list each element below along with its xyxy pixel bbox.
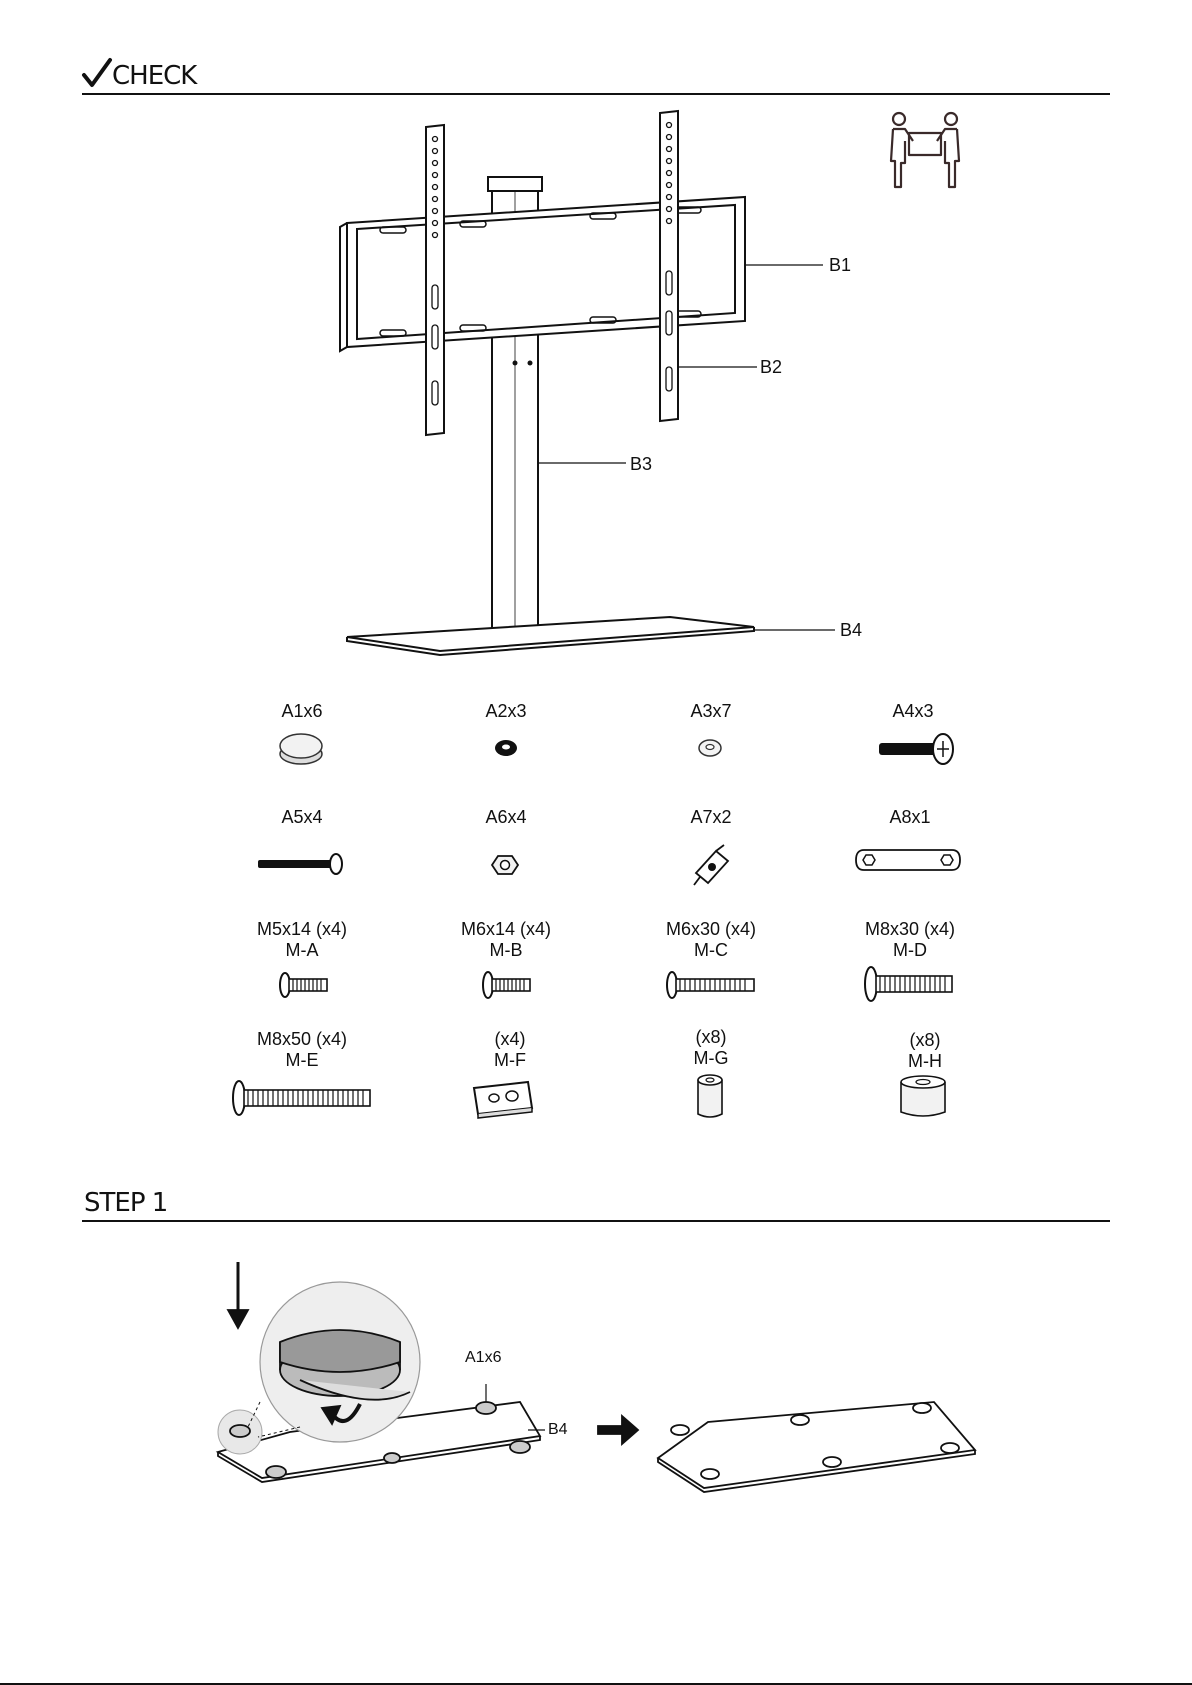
spacer-long-icon xyxy=(896,1072,952,1122)
spacer-short-icon xyxy=(693,1072,727,1122)
hardware-label: A8x1 xyxy=(889,807,931,827)
step1-base-label: B4 xyxy=(548,1421,568,1438)
hardware-label: (x8) M-G xyxy=(693,1027,729,1068)
wall-plug-icon xyxy=(686,843,736,887)
step1-part-label: A1x6 xyxy=(465,1349,502,1366)
hardware-label: A4x3 xyxy=(892,701,934,721)
hardware-label: M5x14 (x4) M-A xyxy=(256,919,348,960)
hardware-label: M6x30 (x4) M-C xyxy=(665,919,757,960)
hardware-label: A5x4 xyxy=(281,807,323,827)
label-b1: B1 xyxy=(829,255,852,275)
checkmark-icon xyxy=(82,58,112,88)
screw-m-a-icon xyxy=(277,970,331,1000)
check-title: CHECK xyxy=(112,61,197,91)
hardware-label: A2x3 xyxy=(485,701,527,721)
rubber-washer-icon xyxy=(491,736,521,760)
hardware-label: A6x4 xyxy=(485,807,527,827)
step1-rule xyxy=(82,1220,1110,1222)
label-b4: B4 xyxy=(840,620,863,640)
step1-illustration xyxy=(210,1262,990,1492)
screw-m-c-icon xyxy=(664,969,758,1001)
hardware-label: A1x6 xyxy=(281,701,323,721)
bolt-a4-icon xyxy=(877,731,957,767)
screw-m-e-icon xyxy=(230,1078,374,1118)
wrench-icon xyxy=(852,846,964,874)
label-b2: B2 xyxy=(760,357,783,377)
hex-nut-icon xyxy=(490,852,520,878)
hardware-label: (x8) M-H xyxy=(908,1030,942,1071)
hardware-label: M8x50 (x4) M-E xyxy=(256,1029,348,1070)
flat-washer-icon xyxy=(695,736,725,760)
hardware-label: A3x7 xyxy=(690,701,732,721)
screw-m-d-icon xyxy=(862,964,956,1004)
label-b3: B3 xyxy=(630,454,653,474)
check-rule xyxy=(82,93,1110,95)
spacer-plate-icon xyxy=(470,1076,536,1120)
hardware-label: M8x30 (x4) M-D xyxy=(864,919,956,960)
bumper-pad-icon xyxy=(276,728,326,768)
hardware-label: A7x2 xyxy=(690,807,732,827)
long-bolt-a5-icon xyxy=(256,851,346,877)
hardware-label: (x4) M-F xyxy=(494,1029,526,1070)
two-person-lift-icon xyxy=(885,111,965,191)
hardware-label: M6x14 (x4) M-B xyxy=(460,919,552,960)
screw-m-b-icon xyxy=(480,969,534,1001)
step1-title: STEP 1 xyxy=(84,1188,168,1218)
